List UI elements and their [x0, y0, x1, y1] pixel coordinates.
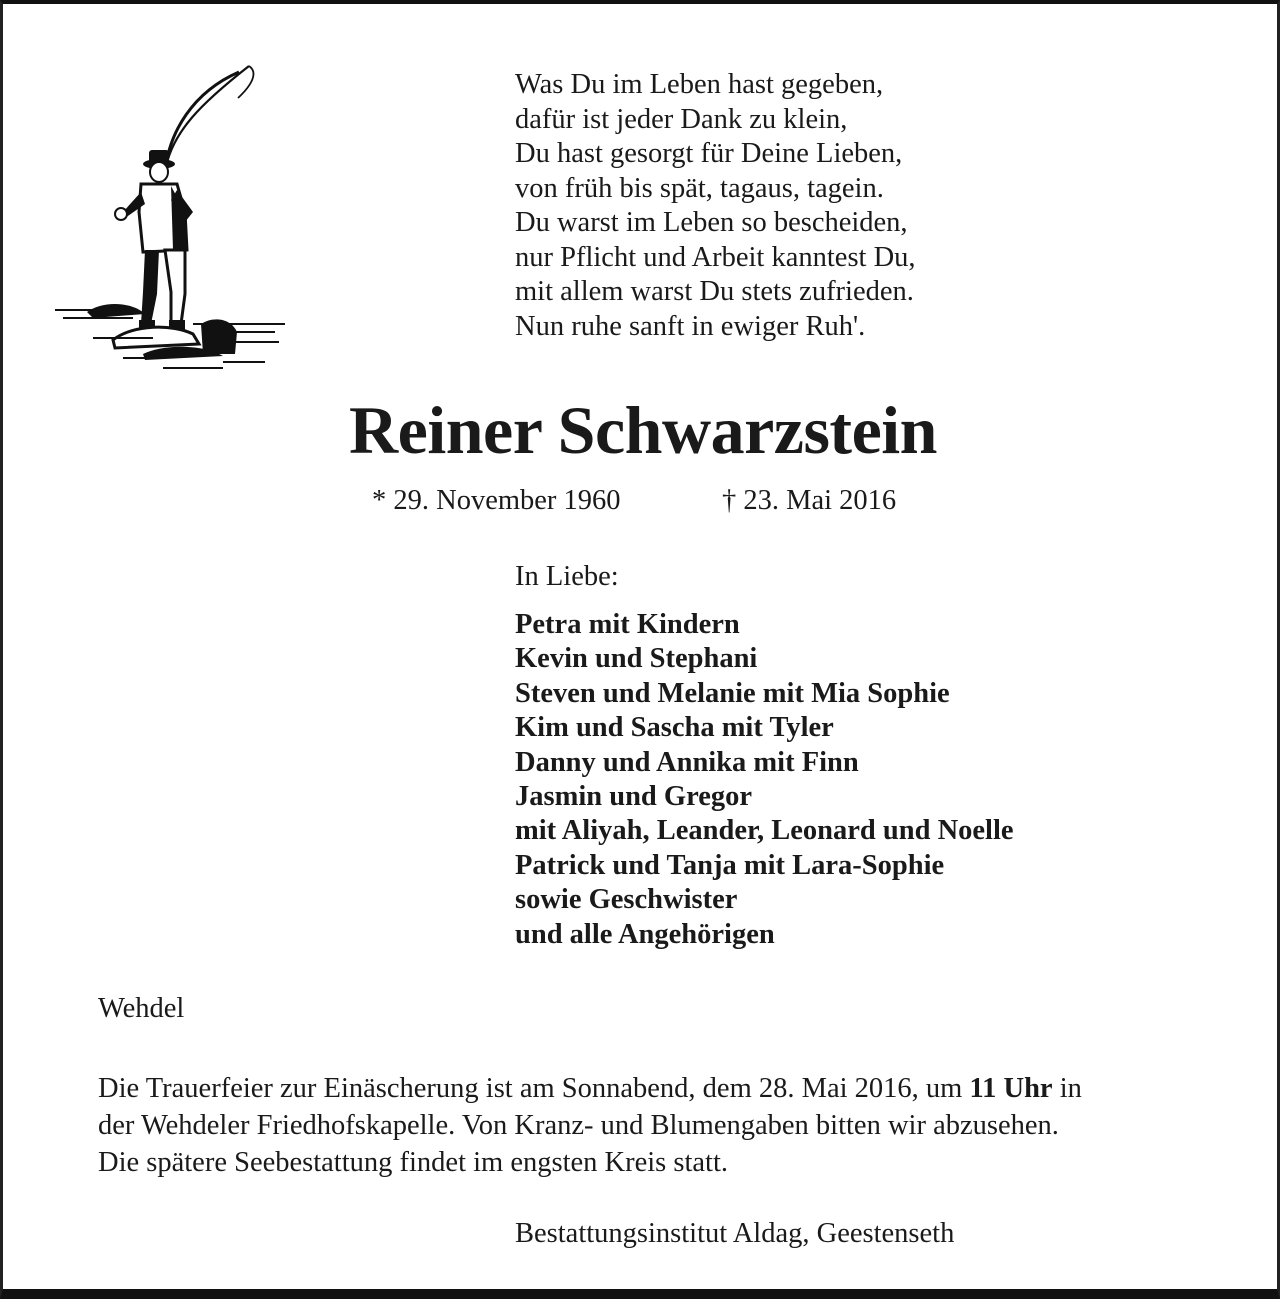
- notice-line: der Wehdeler Friedhofskapelle. Von Kranz- und Blumengaben bitten wir abzusehen.: [98, 1110, 1059, 1141]
- poem: [515, 68, 916, 344]
- mourners-list: [515, 608, 1014, 952]
- poem-line: von früh bis spät, tagaus, tagein.: [515, 172, 884, 204]
- poem-line: Was Du im Leben hast gegeben,: [515, 69, 884, 100]
- notice-line: [98, 1070, 1082, 1107]
- notice-line: Die spätere Seebestattung findet im engsten Kreis statt.: [98, 1147, 728, 1178]
- mourner: Danny und Annika mit Finn: [515, 746, 859, 778]
- mourner: mit Aliyah, Leander, Leonard und Noelle: [515, 815, 1014, 847]
- fisherman-illustration: [53, 62, 289, 392]
- funeral-notice: [98, 1070, 1082, 1181]
- place: Wehdel: [98, 993, 185, 1024]
- mourner: Jasmin und Gregor: [515, 781, 753, 813]
- poem-line: Nun ruhe sanft in ewiger Ruh'.: [515, 310, 866, 342]
- mourner: Kevin und Stephani: [515, 643, 758, 675]
- notice-time: 11 Uhr: [969, 1073, 1053, 1104]
- funeral-home: Bestattungsinstitut Aldag, Geestenseth: [515, 1218, 955, 1249]
- mourner: und alle Angehörigen: [515, 918, 775, 950]
- death-date: † 23. Mai 2016: [722, 485, 897, 516]
- birth-date: * 29. November 1960: [372, 485, 621, 516]
- poem-line: nur Pflicht und Arbeit kanntest Du,: [515, 241, 916, 273]
- mourner: sowie Geschwister: [515, 884, 738, 916]
- notice-text: Die Trauerfeier zur Einäscherung ist am Sonnabend, dem 28. Mai 2016, um: [98, 1073, 970, 1104]
- mourner: Petra mit Kindern: [515, 609, 740, 640]
- mourner: Steven und Melanie mit Mia Sophie: [515, 677, 950, 709]
- in-love-label: In Liebe:: [515, 561, 619, 592]
- deceased-name: Reiner Schwarzstein: [349, 392, 937, 468]
- mourner: Kim und Sascha mit Tyler: [515, 712, 834, 744]
- poem-line: Du warst im Leben so bescheiden,: [515, 207, 908, 238]
- mourner: Patrick und Tanja mit Lara-Sophie: [515, 849, 945, 881]
- poem-line: Du hast gesorgt für Deine Lieben,: [515, 138, 903, 169]
- notice-text: in: [1052, 1073, 1082, 1104]
- poem-line: mit allem warst Du stets zufrieden.: [515, 276, 914, 307]
- poem-line: dafür ist jeder Dank zu klein,: [515, 103, 848, 135]
